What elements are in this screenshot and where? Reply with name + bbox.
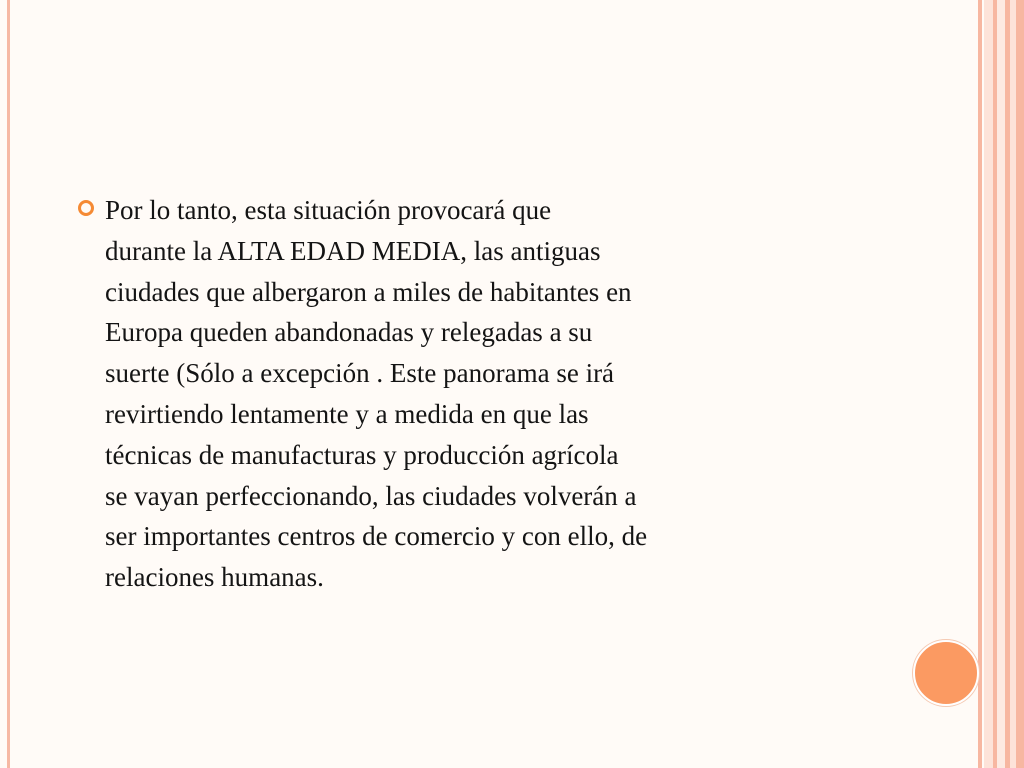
- right-decorative-stripe: [984, 0, 993, 768]
- orange-circle-decoration: [913, 640, 979, 706]
- bullet-text: Por lo tanto, esta situación provocará que durante la ALTA EDAD MEDIA, las antiguas ciudades que albergaron a miles de habitantes en Europa queden abandonadas y relegadas a su suerte (Sólo a excepción . Este panorama se irá revirtiendo lentamente y a medida en que las técnicas de manufacturas y producción agrícola se vayan perfeccionando, las ciudades volverán a ser importantes centros de comercio y con ello, de relaciones humanas.: [105, 195, 648, 593]
- slide-body: [78, 190, 908, 598]
- right-decorative-stripe: [1016, 0, 1024, 768]
- ring-bullet-icon: [78, 200, 94, 216]
- right-decorative-stripe: [997, 0, 1005, 768]
- bullet-item: [78, 190, 908, 598]
- left-decorative-rule: [7, 0, 10, 768]
- right-decorative-stripe: [978, 0, 982, 768]
